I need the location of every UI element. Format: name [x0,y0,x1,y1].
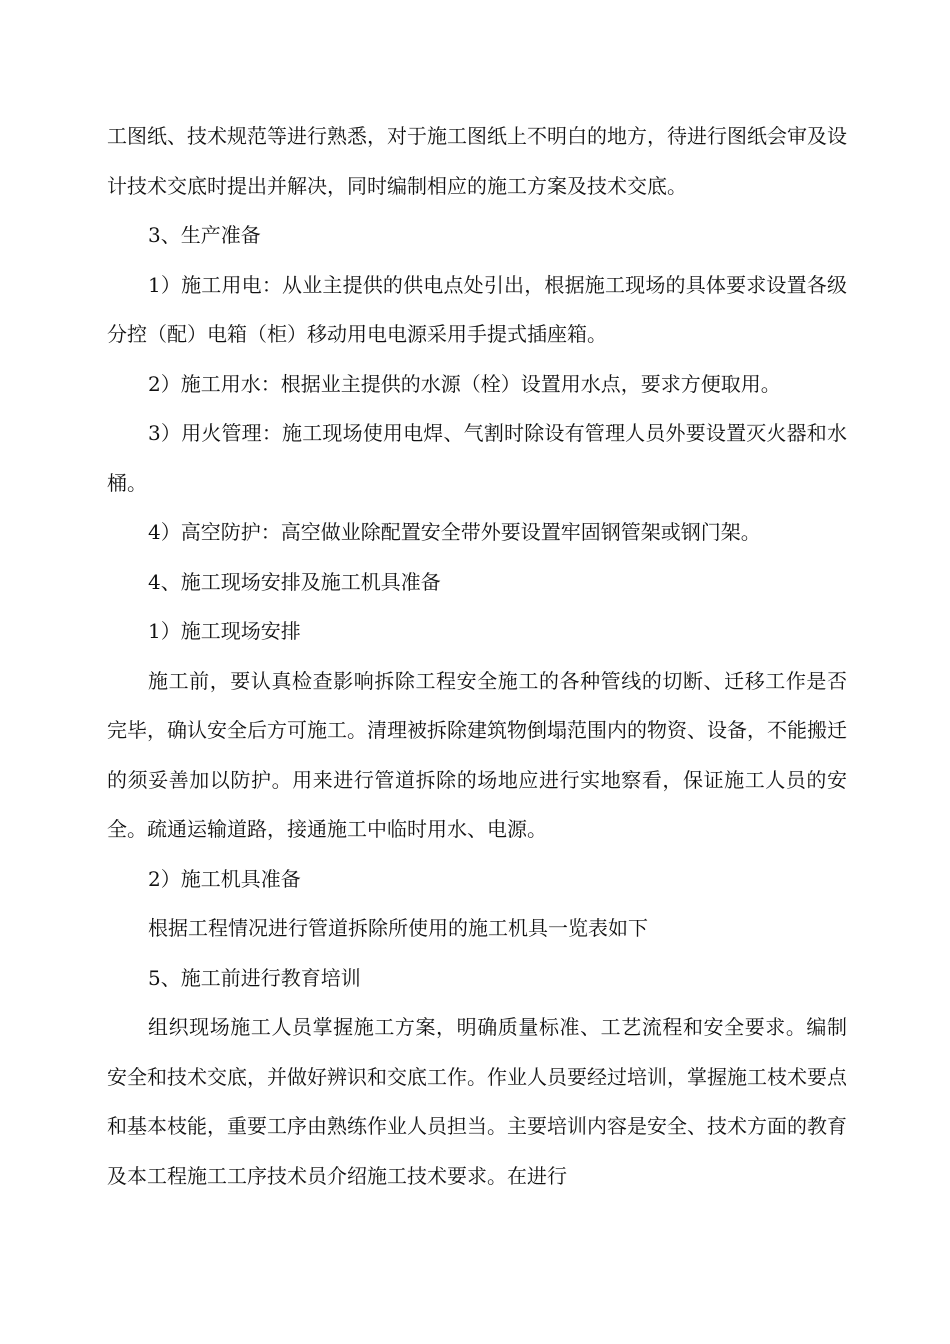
document-body [107,112,847,1201]
section-heading: 5、施工前进行教育培训 [148,965,361,990]
paragraph: 3）用火管理：施工现场使用电焊、气割时除设有管理人员外要设置灭火器和水桶。 [107,421,847,495]
paragraph: 组织现场施工人员掌握施工方案，明确质量标准、工艺流程和安全要求。编制安全和技术交底，并做好辨识和交底工作。作业人员要经过培训，掌握施工枝术要点和基本枝能，重要工序由熟练作业人员担当。主要培训内容是安全、技术方面的教育及本工程施工工序技术员介绍施工技术要求。在进行 [107,1015,847,1188]
paragraph: 工图纸、技术规范等进行熟悉，对于施工图纸上不明白的地方，待进行图纸会审及设计技术交底时提出并解决，同时编制相应的施工方案及技术交底。 [107,124,847,198]
section-heading: 4、施工现场安排及施工机具准备 [148,569,441,594]
paragraph: 4）高空防护：高空做业除配置安全带外要设置牢固钢管架或钢门架。 [148,520,761,544]
paragraph: 2）施工用水：根据业主提供的水源（栓）设置用水点，要求方便取用。 [148,371,781,396]
subsection-heading: 1）施工现场安排 [148,619,301,643]
paragraph: 1）施工用电：从业主提供的供电点处引出，根据施工现场的具体要求设置各级分控（配）电箱（柜）移动用电电源采用手提式插座箱。 [107,272,847,346]
section-heading: 3、生产准备 [148,223,261,247]
paragraph: 根据工程情况进行管道拆除所使用的施工机具一览表如下 [148,916,648,940]
subsection-heading: 2）施工机具准备 [148,866,301,891]
paragraph: 施工前，要认真检查影响拆除工程安全施工的各种管线的切断、迁移工作是否完毕，确认安全后方可施工。清理被拆除建筑物倒塌范围内的物资、设备，不能搬迁的须妥善加以防护。用来进行管道拆除的场地应进行实地察看，保证施工人员的安全。疏通运输道路，接通施工中临时用水、电源。 [107,668,847,841]
